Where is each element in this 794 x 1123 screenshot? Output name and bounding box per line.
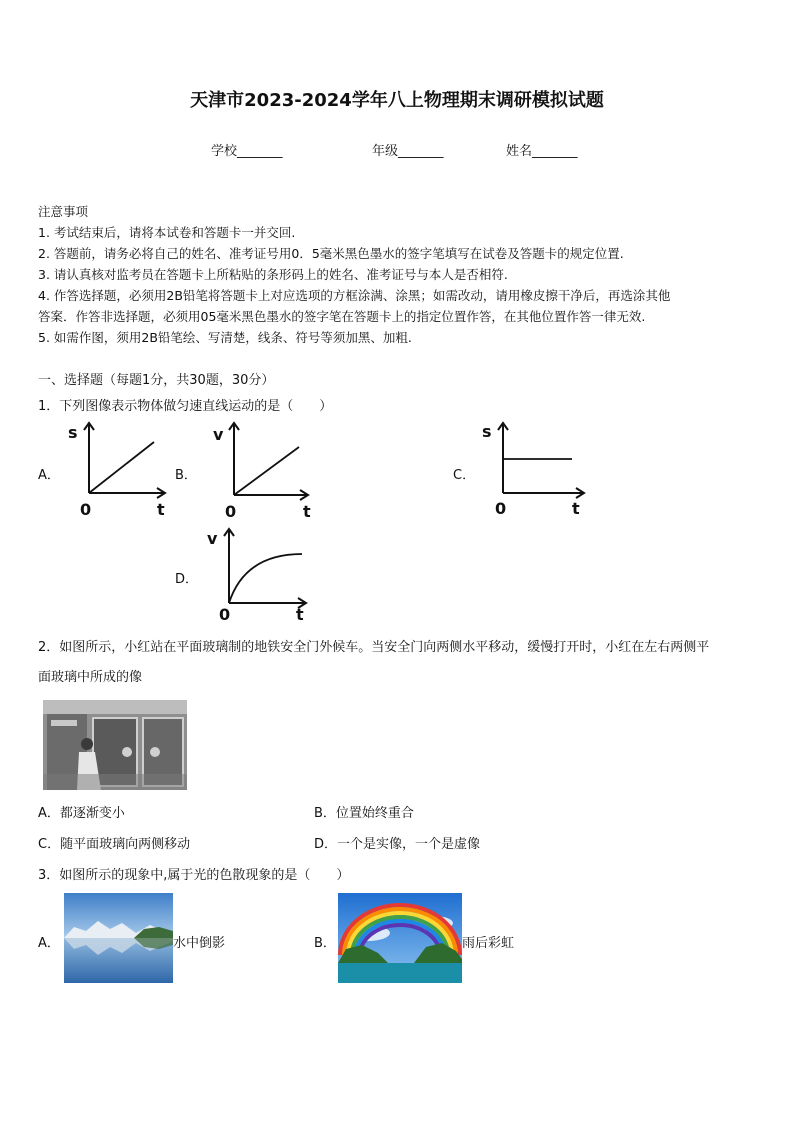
origin-label: 0: [219, 605, 231, 624]
option-b-graph: [205, 418, 315, 523]
rainbow-photo: [338, 893, 462, 983]
school-field-label: 学校_______: [211, 144, 283, 159]
subway-glass-door-image: [43, 700, 187, 790]
q3-option-b-caption: 雨后彩虹: [462, 936, 515, 951]
question-1-stem: 1．下列图像表示物体做匀速直线运动的是（ ）: [38, 399, 333, 414]
sea: [338, 963, 462, 983]
section-title: 一、选择题（每题1分，共30题，30分）: [38, 373, 275, 388]
y-axis-label: s: [68, 423, 78, 442]
notice-item: 1. 考试结束后，请将本试卷和答题卡一并交回.: [38, 225, 296, 240]
y-axis-label: s: [482, 422, 492, 441]
v-t-curve: [229, 554, 302, 603]
notice-item: 5. 如需作图，须用2B铅笔绘、写清楚，线条、符号等须加黑、加粗.: [38, 330, 412, 345]
person-head: [81, 738, 93, 750]
option-a-graph: [60, 418, 170, 523]
q2-option-b[interactable]: B．位置始终重合: [314, 806, 414, 821]
notice-item: 答案．作答非选择题，必须用05毫米黑色墨水的签字笔在答题卡上的指定位置作答，在其他位置作答一律无效.: [38, 309, 646, 324]
option-d-graph: [200, 524, 315, 624]
water-reflection-image: [64, 893, 173, 983]
subway-glass-door-photo: [43, 700, 187, 790]
option-d-letter[interactable]: D．: [175, 572, 199, 587]
rainbow-image: [338, 893, 462, 983]
option-b-letter[interactable]: B．: [175, 468, 197, 483]
y-axis-label: v: [207, 529, 218, 548]
name-field-label: 姓名_______: [506, 144, 578, 159]
option-c-graph: [476, 418, 591, 523]
page-title: 天津市2023-2024学年八上物理期末调研模拟试题: [190, 90, 604, 111]
water-reflection-photo: [64, 893, 173, 983]
origin-label: 0: [80, 500, 92, 519]
question-2-stem-line1: 2．如图所示，小红站在平面玻璃制的地铁安全门外候车。当安全门向两侧水平移动，缓慢打开时，小红在左右两侧平: [38, 640, 710, 655]
s-t-line: [89, 442, 154, 493]
q2-option-d[interactable]: D．一个是实像，一个是虚像: [314, 837, 481, 852]
y-axis-label: v: [213, 425, 224, 444]
option-c-letter[interactable]: C．: [453, 468, 476, 483]
q3-option-a-letter[interactable]: A．: [38, 936, 60, 951]
question-2-stem-line2: 面玻璃中所成的像: [38, 670, 143, 685]
x-axis-label: t: [303, 502, 311, 521]
q3-option-b-letter[interactable]: B．: [314, 936, 336, 951]
q2-option-c[interactable]: C．随平面玻璃向两侧移动: [38, 837, 191, 852]
notice-heading: 注意事项: [38, 204, 89, 219]
notice-item: 2. 答题前，请务必将自己的姓名、准考证号用0．5毫米黑色墨水的签字笔填写在试卷及答题卡的规定位置.: [38, 246, 624, 261]
x-axis-label: t: [572, 499, 580, 518]
origin-label: 0: [495, 499, 507, 518]
x-axis-label: t: [296, 605, 304, 624]
origin-label: 0: [225, 502, 237, 521]
notice-item: 3. 请认真核对监考员在答题卡上所粘贴的条形码上的姓名、准考证号与本人是否相符.: [38, 267, 508, 282]
q3-option-a-caption: 水中倒影: [173, 936, 226, 951]
x-axis-label: t: [157, 500, 165, 519]
q2-option-a[interactable]: A．都逐渐变小: [38, 806, 125, 821]
grade-field-label: 年级_______: [372, 144, 444, 159]
question-3-stem: 3．如图所示的现象中,属于光的色散现象的是（ ）: [38, 868, 350, 883]
notice-item: 4. 作答选择题，必须用2B铅笔将答题卡上对应选项的方框涂满、涂黑；如需改动，请用橡皮擦干净后，再选涂其他: [38, 288, 671, 303]
option-a-letter[interactable]: A．: [38, 468, 60, 483]
v-t-line: [234, 447, 299, 495]
